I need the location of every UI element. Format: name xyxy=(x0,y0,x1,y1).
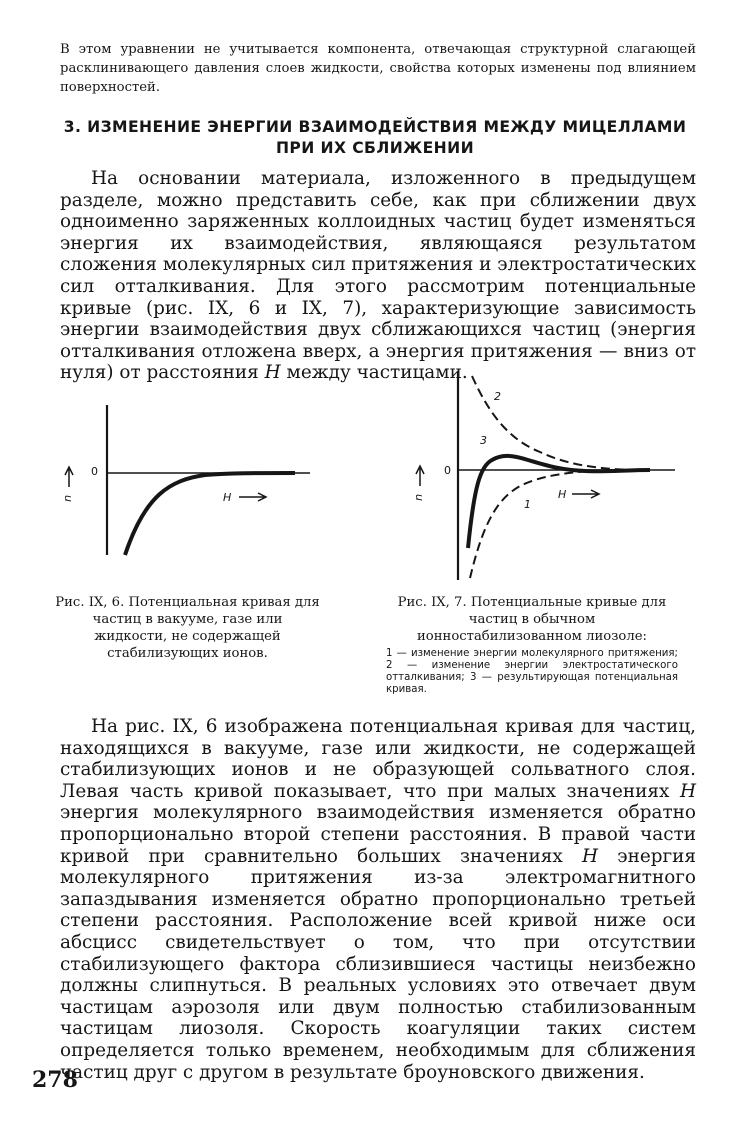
figure-ix-7-legend: 1 — изменение энергии молекулярного притяжения; 2 — изменение энергии электростатического отталкивания; 3 — результирующая потенциальная кривая. xyxy=(386,648,678,695)
fig1-up-arrow-icon xyxy=(65,467,73,487)
paragraph-2 xyxy=(60,716,696,1083)
fig2-up-arrow-icon xyxy=(416,466,424,486)
page-number: 278 xyxy=(32,1067,78,1093)
fig1-right-arrow-icon xyxy=(239,493,266,501)
figure-ix-6-plot xyxy=(55,395,320,565)
paragraph-1-var-h: H xyxy=(264,362,281,384)
fig1-h-label: H xyxy=(223,491,232,504)
figure-ix-7-plot xyxy=(410,368,690,590)
paragraph-2-text-a: На рис. IX, 6 изображена потенциальная кривая для частиц, находящихся в вакууме, газе или жидкости, не содержащей стабилизующих ионов и не образующей сольватного слоя. Левая часть кривой показывает, что при малых значениях xyxy=(60,716,696,802)
paragraph-1-text-b: между частицами. xyxy=(280,362,468,384)
paragraph-2-text-c: энергия молекулярного притяжения из-за электромагнитного запаздывания изменяется обратно пропорционально третьей степени расстояния. Расположение всей кривой ниже оси абсцисс свидетельствует о том, что при отсутствии стабилизующего фактора сблизившиеся частицы неизбежно должны слипнуться. В реальных условиях это отвечает двум частицам аэрозоля или двум полностью стабилизованным частицам лиозоля. Скорость коагуляции таких систем определяется только временем, необходимым для сближения частиц друг с другом в результате броуновского движения. xyxy=(60,845,697,1083)
fig2-h-label: H xyxy=(558,488,567,501)
figure-ix-6-caption: Рис. IX, 6. Потенциальная кривая для частиц в вакууме, газе или жидкости, не содержащей стабилизующих ионов. xyxy=(55,595,320,661)
paragraph-1 xyxy=(60,168,696,384)
section-heading-line-2: ПРИ ИХ СБЛИЖЕНИИ xyxy=(275,139,475,157)
fig2-right-arrow-icon xyxy=(572,490,599,498)
fig1-zero-label: 0 xyxy=(91,465,98,478)
paragraph-2-text-b: энергия молекулярного взаимодействия изменяется обратно пропорционально второй степени расстояния. В правой части кривой при сравнительно больших значениях xyxy=(60,802,696,867)
fig1-u-label: u xyxy=(62,495,75,502)
fig2-curve-label-1: 1 xyxy=(524,498,531,511)
figure-ix-6 xyxy=(55,395,320,565)
fig2-attraction-curve xyxy=(470,470,630,578)
fig2-u-label: u xyxy=(413,494,426,501)
footnote-text: В этом уравнении не учитывается компонента, отвечающая структурной слагающей расклинивающего давления слоев жидкости, свойства которых изменены под влиянием поверхностей. xyxy=(60,42,696,95)
paragraph-2-var-h-1: H xyxy=(679,780,696,802)
fig2-curve-label-2: 2 xyxy=(494,390,501,403)
paragraph-1-text-a: На основании материала, изложенного в предыдущем разделе, можно представить себе, как при сближении двух одноименно заряженных коллоидных частиц будет изменяться энергия их взаимодействия, являющаяся результатом сложения молекулярных сил притяжения и электростатических сил отталкивания. Для этого рассмотрим потенциальные кривые (рис. IX, 6 и IX, 7), характеризующие зависимость энергии взаимодействия двух сближающихся частиц (энергия отталкивания отложена вверх, а энергия притяжения — вниз от нуля) от расстояния xyxy=(60,168,696,384)
section-heading xyxy=(30,117,720,159)
figure-ix-7-caption: Рис. IX, 7. Потенциальные кривые для частиц в обычном ионностабилизованном лиозоле: xyxy=(397,595,667,644)
section-heading-line-1: 3. ИЗМЕНЕНИЕ ЭНЕРГИИ ВЗАИМОДЕЙСТВИЯ МЕЖДУ МИЦЕЛЛАМИ xyxy=(63,118,687,136)
paragraph-2-var-h-2: H xyxy=(582,845,599,867)
fig1-potential-curve xyxy=(125,473,295,555)
figure-ix-7 xyxy=(410,368,690,590)
fig2-zero-label: 0 xyxy=(444,464,451,477)
fig2-curve-label-3: 3 xyxy=(480,434,487,447)
